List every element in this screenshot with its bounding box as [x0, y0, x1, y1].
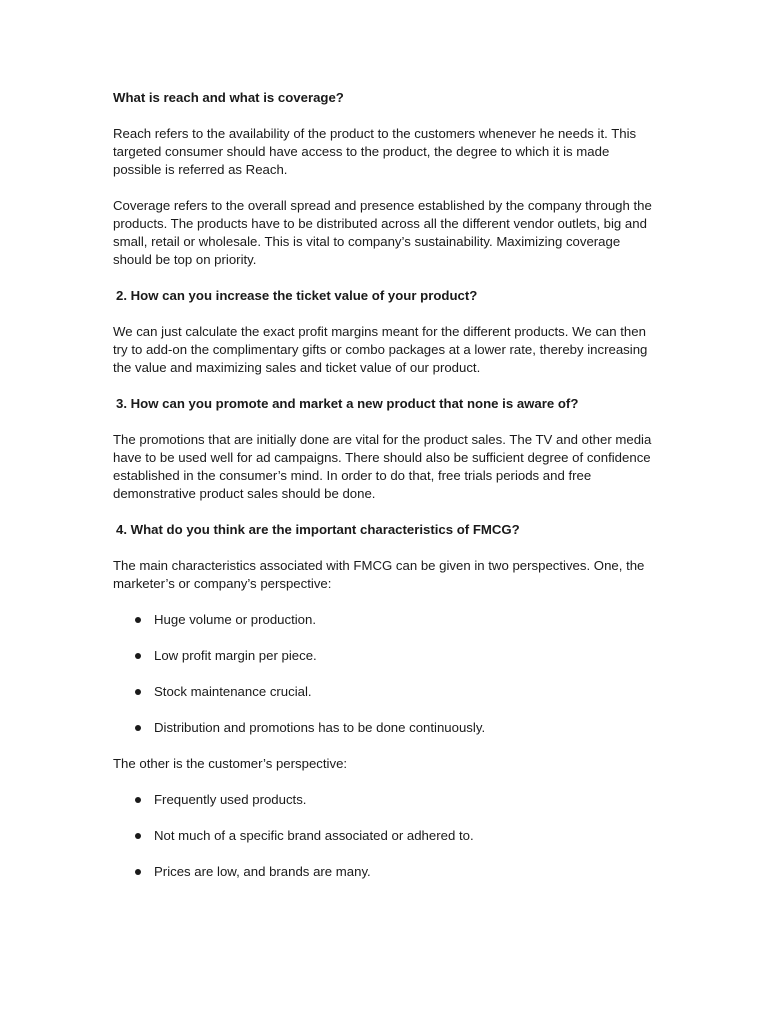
list-item-text: Prices are low, and brands are many.	[154, 864, 371, 879]
list-item	[113, 827, 658, 845]
section-heading: 2. How can you increase the ticket value of your product?	[116, 288, 478, 303]
list-item	[113, 863, 658, 881]
list-item	[113, 647, 658, 665]
list-spacer	[113, 629, 658, 647]
list-spacer	[113, 701, 658, 719]
bullet-dot-icon	[135, 617, 141, 623]
list-spacer	[113, 845, 658, 863]
paragraph: The main characteristics associated with FMCG can be given in two perspectives. One, the marketer’s or company’s perspective:	[113, 558, 645, 591]
list-item	[113, 611, 658, 629]
bullet-dot-icon	[135, 797, 141, 803]
bullet-dot-icon	[135, 653, 141, 659]
list-item-text: Not much of a specific brand associated or adhered to.	[154, 828, 474, 843]
bullet-dot-icon	[135, 869, 141, 875]
list-item	[113, 791, 658, 809]
section-heading: 4. What do you think are the important characteristics of FMCG?	[116, 522, 520, 537]
document-page	[113, 89, 658, 881]
bullet-dot-icon	[135, 833, 141, 839]
bullet-list-company	[113, 611, 658, 737]
paragraph: Coverage refers to the overall spread and presence established by the company through the products. The products have to be distributed across all the different vendor outlets, big and small, retail or wholesale. This is vital to company’s sustainability. Maximizing coverage should be top on priority.	[113, 198, 652, 267]
section-heading: What is reach and what is coverage?	[113, 90, 344, 105]
list-spacer	[113, 665, 658, 683]
list-item-text: Stock maintenance crucial.	[154, 684, 312, 699]
list-item-text: Frequently used products.	[154, 792, 307, 807]
bullet-list-customer	[113, 791, 658, 881]
paragraph: The promotions that are initially done are vital for the product sales. The TV and other media have to be used well for ad campaigns. There should also be sufficient degree of confidence established in the consumer’s mind. In order to do that, free trials periods and free demonstrative product sales should be done.	[113, 432, 652, 501]
list-item-text: Huge volume or production.	[154, 612, 317, 627]
paragraph: We can just calculate the exact profit margins meant for the different products. We can then try to add-on the complimentary gifts or combo packages at a lower rate, thereby increasing the value and maximizing sales and ticket value of our product.	[113, 324, 648, 375]
bullet-dot-icon	[135, 689, 141, 695]
list-item-text: Distribution and promotions has to be done continuously.	[154, 720, 486, 735]
list-spacer	[113, 809, 658, 827]
list-item-text: Low profit margin per piece.	[154, 648, 317, 663]
bullet-dot-icon	[135, 725, 141, 731]
section-heading: 3. How can you promote and market a new product that none is aware of?	[116, 396, 579, 411]
list-item	[113, 683, 658, 701]
paragraph: Reach refers to the availability of the product to the customers whenever he needs it. This targeted consumer should have access to the product, the degree to which it is made possible is referred as Reach.	[113, 126, 637, 177]
paragraph: The other is the customer’s perspective:	[113, 756, 348, 771]
list-item	[113, 719, 658, 737]
